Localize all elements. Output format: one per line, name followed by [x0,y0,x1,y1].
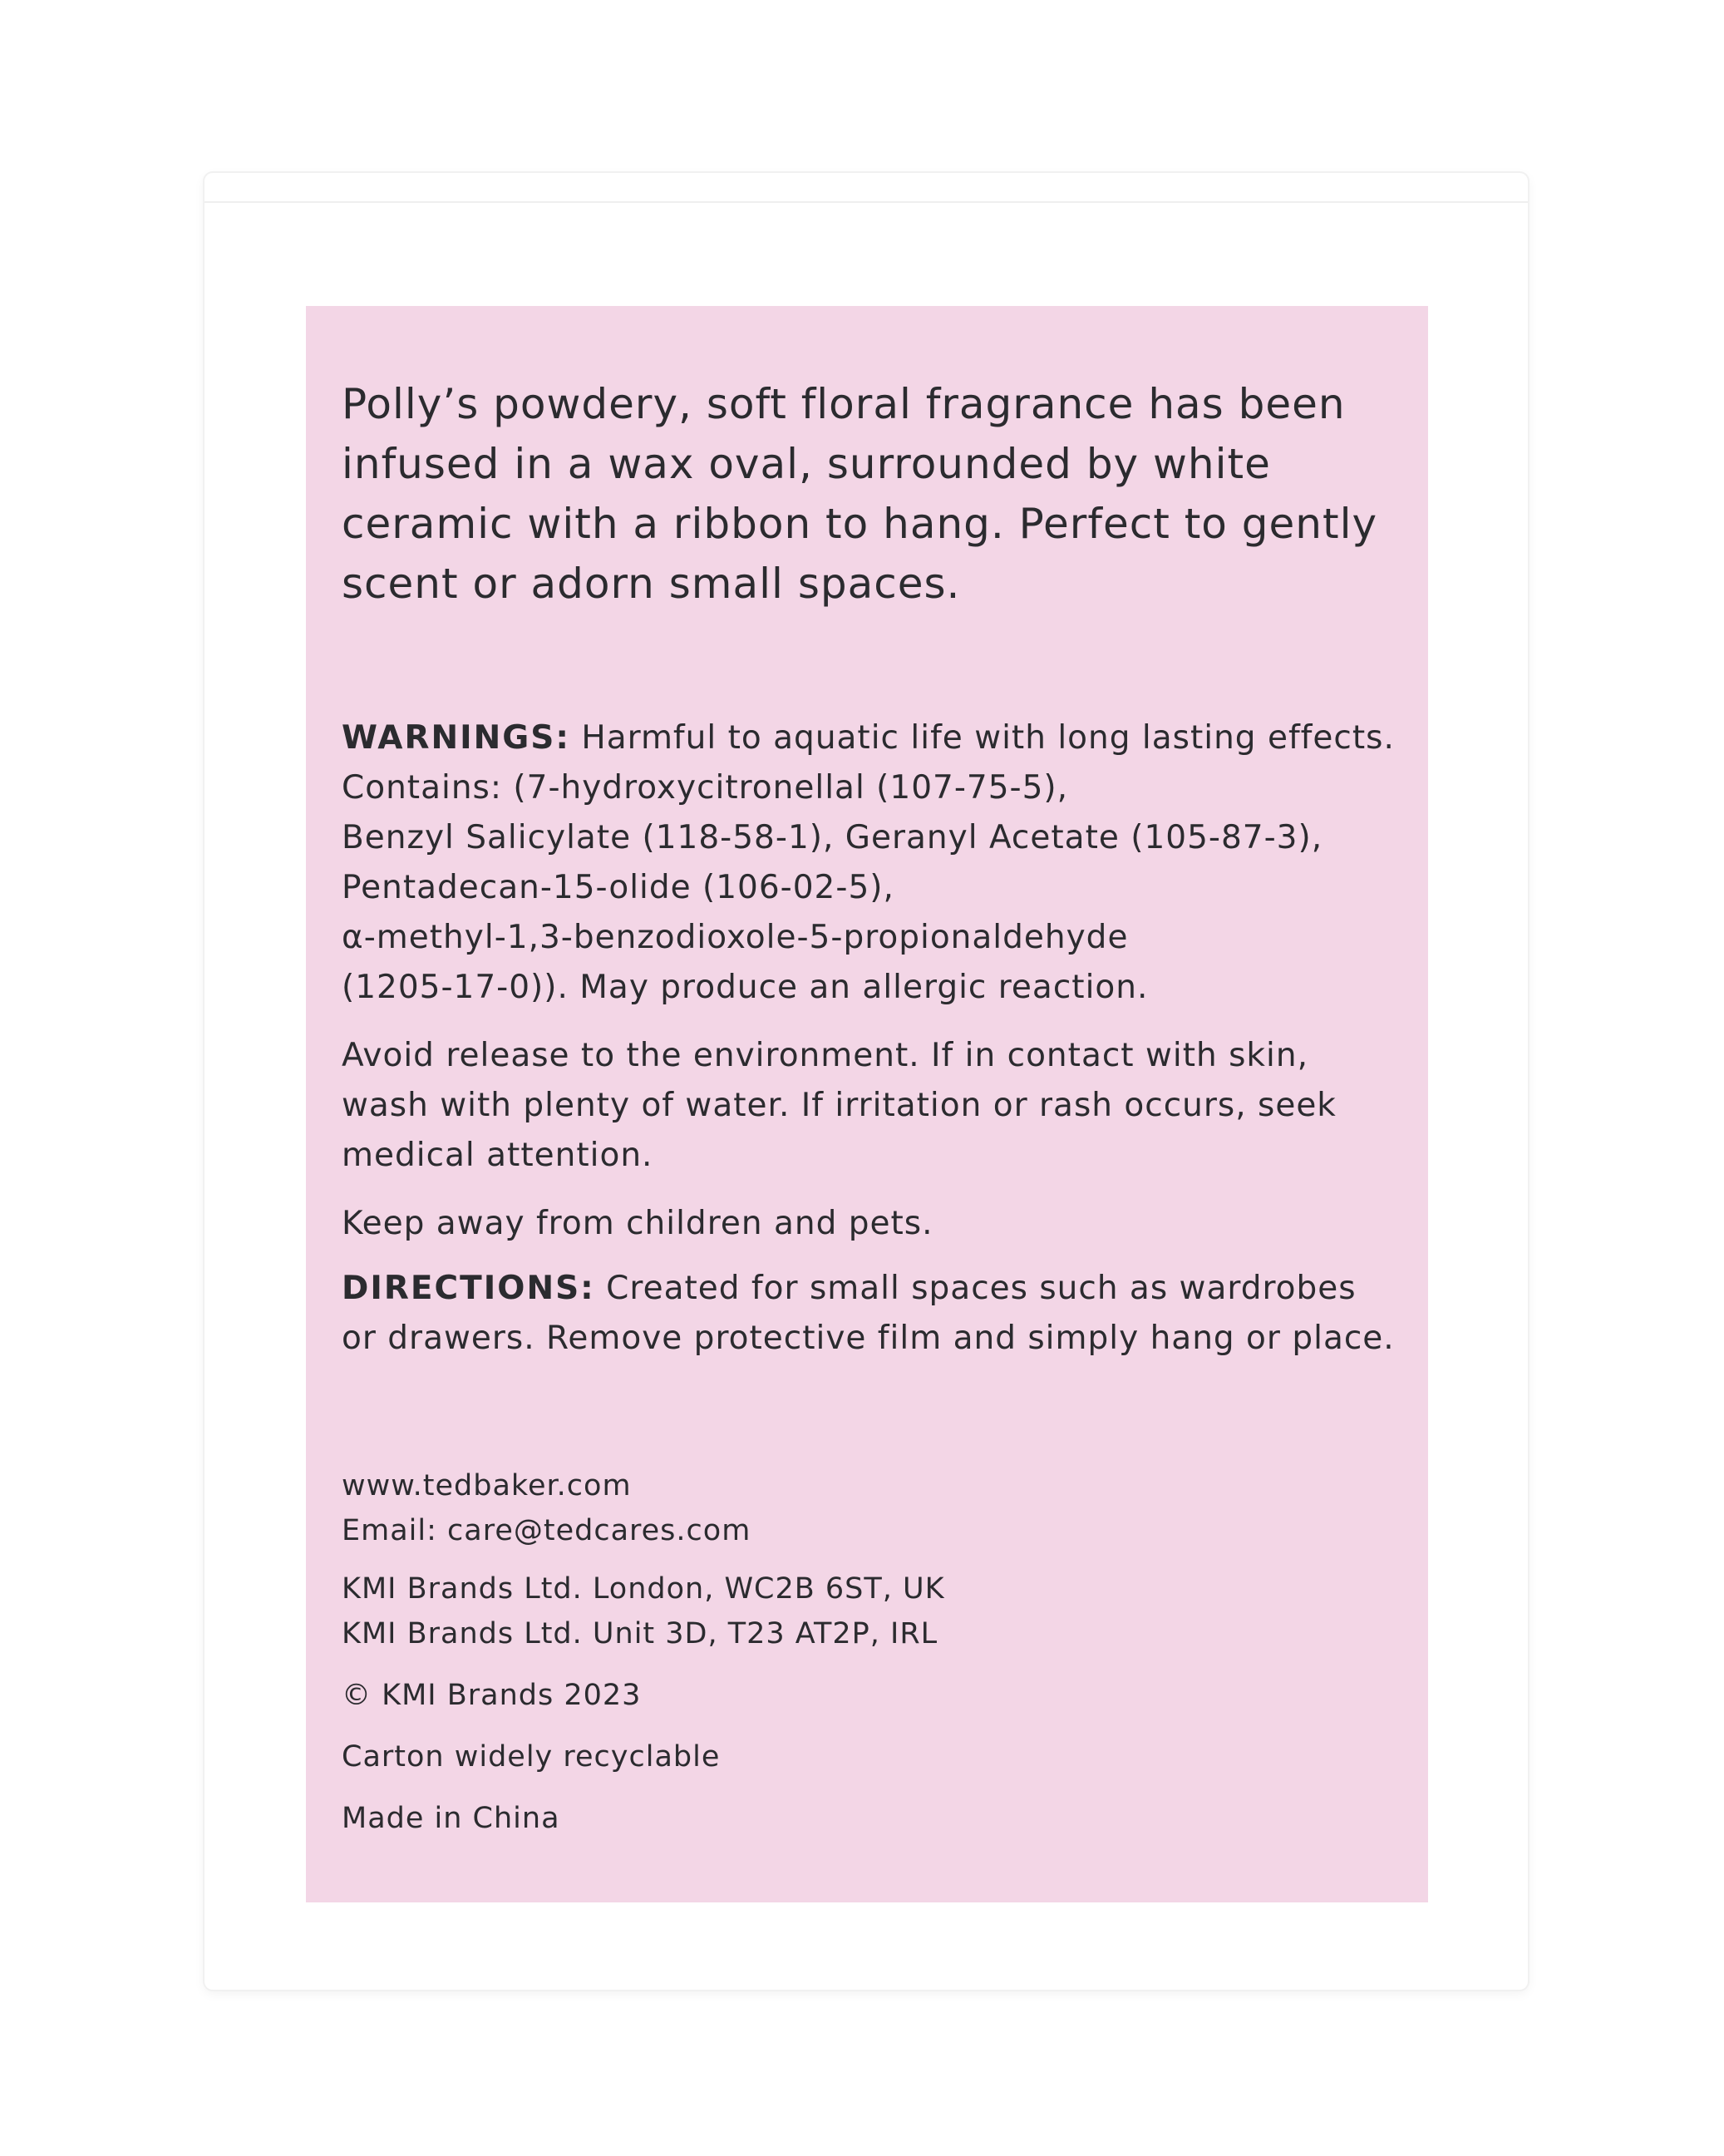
contact-info [342,1463,1422,1553]
warnings-line: α-methyl-1,3-benzodioxole-5-propionaldehyde [342,919,1129,956]
warnings-line: (1205-17-0)). May produce an allergic reaction. [342,969,1149,1006]
safety-line: Avoid release to the environment. If in contact with skin, [342,1037,1308,1074]
warnings-line: Contains: (7-hydroxycitronellal (107-75-5), [342,769,1069,807]
origin-text: Made in China [342,1802,560,1835]
warnings-text: Harmful to aquatic life with long lasting effects. [569,719,1395,757]
warnings-heading: WARNINGS: [342,719,570,757]
directions-text: Created for small spaces such as wardrobes [594,1270,1357,1307]
directions-first-line [342,1264,1422,1314]
box-top-edge [204,201,1528,203]
copyright-notice [342,1673,1422,1718]
directions-section [342,1264,1422,1364]
safety-line: wash with plenty of water. If irritation or rash occurs, seek [342,1087,1337,1124]
description-line: Polly’s powdery, soft floral fragrance has been [342,380,1346,428]
address-line: KMI Brands Ltd. Unit 3D, T23 AT2P, IRL [342,1617,938,1650]
product-description [342,374,1422,614]
description-line: ceramic with a ribbon to hang. Perfect to gently [342,500,1378,548]
description-line: scent or adorn small spaces. [342,560,961,608]
recycling-notice [342,1734,1422,1779]
origin-notice [342,1796,1422,1841]
warnings-line: Benzyl Salicylate (118-58-1), Geranyl Acetate (105-87-3), [342,819,1323,856]
recycling-text: Carton widely recyclable [342,1740,721,1774]
address-line: KMI Brands Ltd. London, WC2B 6ST, UK [342,1572,945,1606]
safety-line: medical attention. [342,1137,653,1174]
warnings-first-line [342,713,1422,763]
safety-instructions [342,1031,1422,1181]
warnings-section [342,713,1422,1013]
warnings-line: Pentadecan-15-olide (106-02-5), [342,869,894,906]
email-text: Email: care@tedcares.com [342,1514,751,1547]
directions-heading: DIRECTIONS: [342,1270,595,1307]
website-link: www.tedbaker.com [342,1469,632,1502]
copyright-text: © KMI Brands 2023 [342,1679,642,1712]
keep-away-notice [342,1199,1422,1249]
company-addresses [342,1566,1422,1656]
keep-away-text: Keep away from children and pets. [342,1205,933,1242]
directions-line: or drawers. Remove protective film and simply hang or place. [342,1320,1395,1357]
description-line: infused in a wax oval, surrounded by white [342,440,1271,488]
